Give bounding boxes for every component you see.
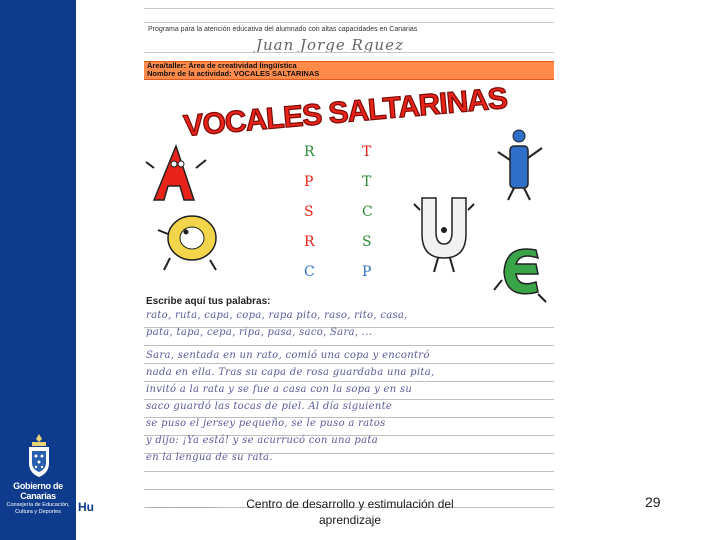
consonant-right: C — [362, 204, 373, 220]
handwritten-story: se puso el jersey pequeño, se le puso a ratos — [146, 418, 386, 429]
consonant-right: T — [362, 174, 372, 190]
consonant-left: R — [304, 234, 315, 250]
org-name: Gobierno de Canarias — [13, 481, 63, 501]
footer-line-2: aprendizaje — [318, 513, 382, 527]
area-label: Área/taller: Área de creatividad lingüística — [147, 61, 297, 70]
letter-u-character-icon — [412, 190, 476, 274]
handwritten-story: nada en ella. Tras su capa de rosa guardaba una pita, — [146, 367, 435, 378]
divider — [144, 52, 554, 53]
activity-header — [144, 61, 554, 80]
handwritten-story: y dijo: ¡Ya está! y se acurrucó con una pata — [146, 435, 378, 446]
divider — [144, 22, 554, 23]
letter-a-character-icon — [144, 138, 214, 208]
handwritten-story: invitó a la rata y se fue a casa con la sopa y en su — [146, 384, 413, 395]
consonant-right: P — [362, 264, 372, 280]
coat-of-arms-icon — [23, 432, 55, 480]
sidebar — [0, 0, 76, 540]
write-prompt: Escribe aquí tus palabras: — [146, 296, 271, 307]
worksheet — [140, 0, 558, 500]
consonant-left: S — [304, 204, 314, 220]
org-block — [4, 481, 72, 516]
footer-caption — [230, 496, 470, 528]
consonant-right: T — [362, 144, 372, 160]
footer-dots: .......................................... — [147, 504, 218, 510]
consonant-left: R — [304, 144, 315, 160]
handwritten-words: pata, tapa, cepa, ripa, pasa, saco, Sara, ... — [146, 327, 373, 338]
letter-o-character-icon — [156, 208, 226, 274]
org-subtitle: Consejería de Educación, Cultura y Deportes — [6, 502, 70, 515]
consonant-right: S — [362, 234, 372, 250]
handwritten-words: rato, ruta, capa, copa, rapa pito, raso, rito, casa, — [146, 310, 408, 321]
handwritten-story: Sara, sentada en un rato, comió una copa y encontró — [146, 350, 430, 361]
page-number: 29 — [645, 494, 661, 510]
program-line: Programa para la atención educativa del alumnado con altas capacidades en Canarias — [148, 26, 418, 33]
handwritten-story: en la lengua de su rata. — [146, 452, 273, 463]
student-name: Juan Jorge Rguez — [256, 36, 404, 54]
footer-line-1: Centro de desarrollo y estimulación del — [246, 497, 454, 511]
handwritten-story: saco guardó las tocas de piel. Al día siguiente — [146, 401, 393, 412]
worksheet-title: VOCALES SALTARINAS — [182, 81, 509, 144]
consonant-left: P — [304, 174, 314, 190]
org-abbrev: Hu — [78, 500, 94, 514]
title-art — [182, 80, 509, 144]
letter-e-character-icon — [492, 240, 552, 304]
activity-label: Nombre de la actividad: VOCALES SALTARINAS — [147, 69, 320, 78]
consonant-left: C — [304, 264, 315, 280]
divider — [144, 8, 554, 9]
letter-i-character-icon — [490, 128, 550, 204]
